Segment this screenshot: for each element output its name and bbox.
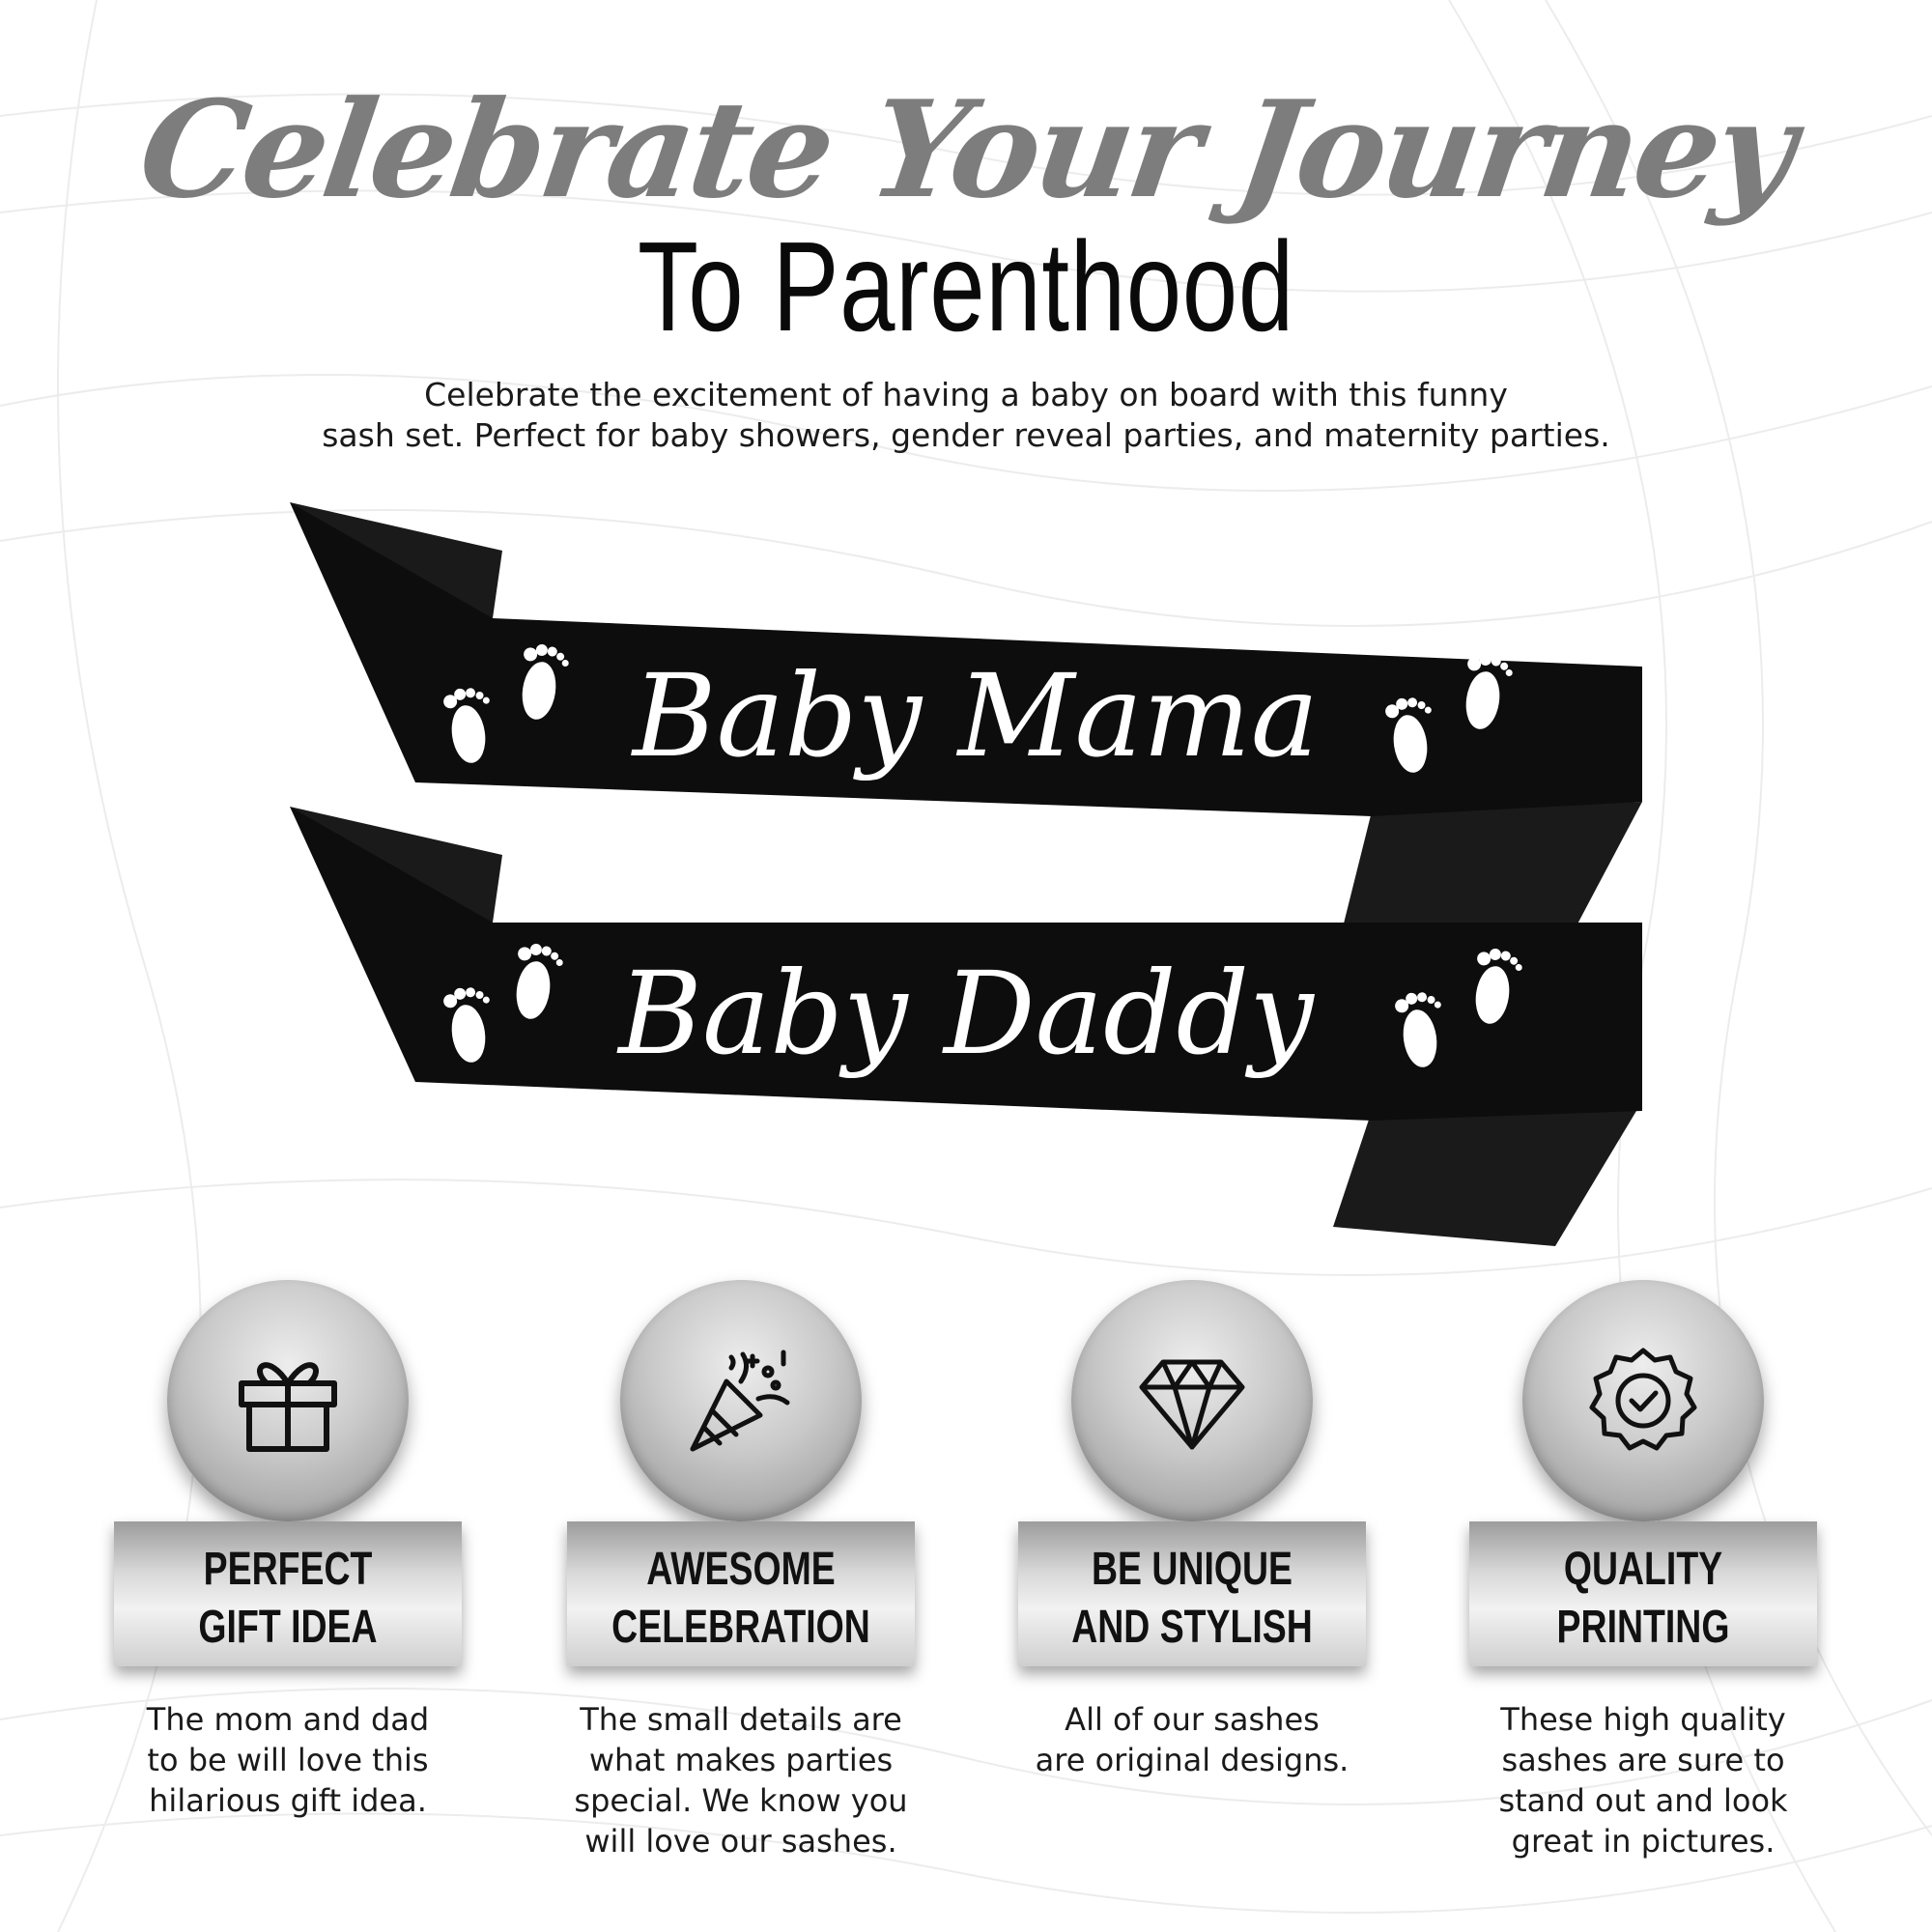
feature-title: AND STYLISH [1071, 1602, 1313, 1653]
feature-title-banner [1469, 1521, 1817, 1666]
party-popper-icon [683, 1343, 799, 1459]
feature-circle [620, 1280, 862, 1521]
desc-line: sashes are sure to [1501, 1742, 1785, 1778]
feature-circle [1522, 1280, 1764, 1521]
sash-mama-text: Baby Mama [632, 649, 1320, 782]
desc-line: to be will love this [147, 1742, 429, 1778]
feature-title-banner [114, 1521, 462, 1666]
desc-line: The mom and dad [146, 1701, 430, 1738]
desc-line: great in pictures. [1511, 1823, 1776, 1860]
feature-circle [1071, 1280, 1313, 1521]
desc-line: what makes parties [588, 1742, 894, 1778]
gift-icon [230, 1343, 346, 1459]
desc-line: All of our sashes [1065, 1701, 1320, 1738]
feature-title: PERFECT [203, 1544, 373, 1595]
headline-script: Celebrate Your Journey [130, 71, 1802, 228]
feature-description [1450, 1699, 1836, 1861]
feature-description [95, 1699, 481, 1821]
desc-line: The small details are [580, 1701, 902, 1738]
feature-circle [167, 1280, 409, 1521]
feature-title: AWESOME [646, 1544, 836, 1595]
desc-line: are original designs. [1035, 1742, 1350, 1778]
headline-main: To Parenthood [638, 215, 1294, 357]
feature-title: CELEBRATION [611, 1602, 870, 1653]
feature-title-banner [1018, 1521, 1366, 1666]
subtitle-line: Celebrate the excitement of having a baby on board with this funny [424, 376, 1508, 413]
quality-badge-icon [1585, 1343, 1701, 1459]
diamond-icon [1134, 1343, 1250, 1459]
feature-title: QUALITY [1563, 1544, 1723, 1595]
desc-line: will love our sashes. [584, 1823, 897, 1860]
feature-description [999, 1699, 1385, 1780]
sash-illustration [0, 483, 1932, 1256]
sash-daddy-text: Baby Daddy [618, 947, 1314, 1080]
desc-line: These high quality [1500, 1701, 1786, 1738]
desc-line: special. We know you [574, 1782, 908, 1819]
feature-description [548, 1699, 934, 1861]
feature-title: GIFT IDEA [198, 1602, 378, 1653]
desc-line: hilarious gift idea. [149, 1782, 427, 1819]
feature-title: PRINTING [1556, 1602, 1730, 1653]
subtitle [242, 375, 1690, 456]
desc-line: stand out and look [1498, 1782, 1788, 1819]
subtitle-line: sash set. Perfect for baby showers, gender reveal parties, and maternity parties. [322, 416, 1610, 454]
feature-title-banner [567, 1521, 915, 1666]
feature-title: BE UNIQUE [1091, 1544, 1293, 1595]
